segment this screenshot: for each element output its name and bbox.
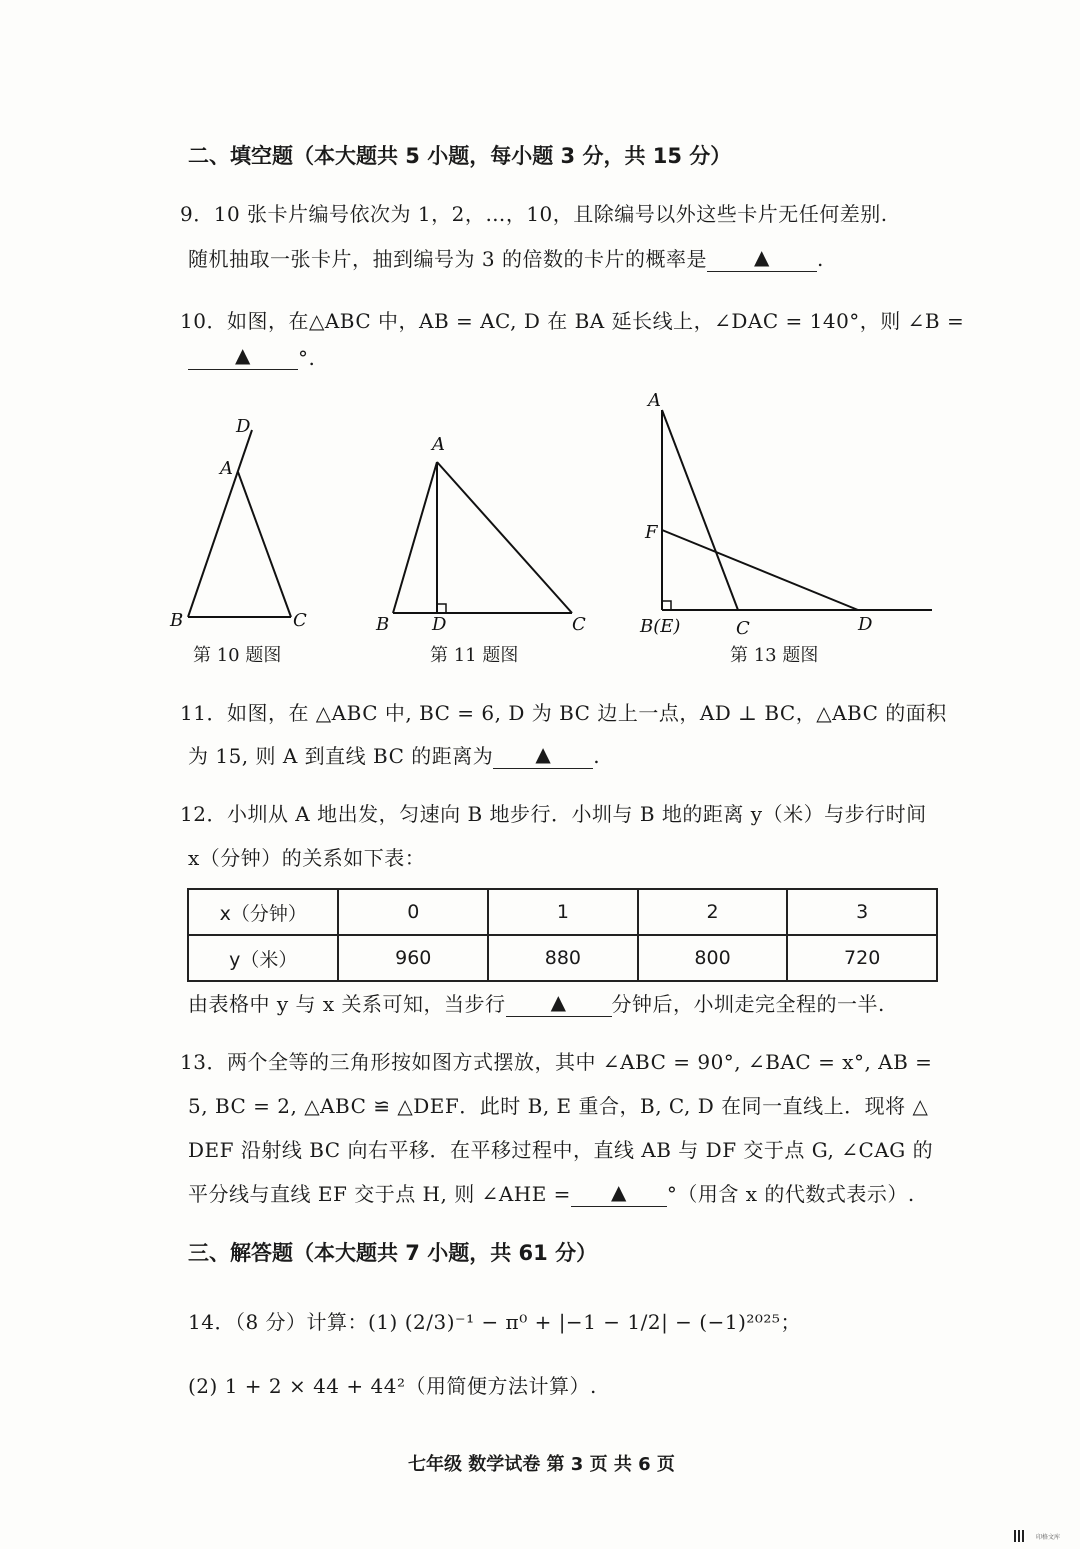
figure-10 [169,416,307,631]
answer-mark: ▲ [610,1180,627,1204]
answer-blank [506,992,612,1017]
question-9-line-1: 9．10 张卡片编号依次为 1，2，…，10，且除编号以外这些卡片无任何差别. [180,202,888,226]
punct: . [816,247,824,271]
fig13-segment-ac [662,410,738,610]
fig10-caption: 第 10 题图 [193,645,282,666]
answer-blank [571,1182,667,1207]
answer-blank [493,744,593,769]
fig13-right-angle-mark [662,601,671,610]
fig13-label-a: A [648,390,661,411]
table-cell: 880 [488,935,638,981]
fig11-label-b: B [376,614,390,635]
figures-row [0,380,1080,680]
fig11-segment-ac [437,462,572,613]
section-2-heading: 二、填空题（本大题共 5 小题，每小题 3 分，共 15 分） [188,144,732,168]
fig11-label-a: A [432,434,445,455]
table-cell: 1 [488,889,638,935]
question-14-line-2: (2) 1 + 2 × 44 + 44²（用简便方法计算）. [188,1374,597,1398]
question-13-line-2: 5, BC = 2, △ABC ≌ △DEF．此时 B, E 重合，B, C, D 在同一直线上．现将 △ [188,1094,929,1118]
question-12-text-a: 由表格中 y 与 x 关系可知，当步行 [188,992,506,1016]
question-13-line-4 [188,1178,915,1207]
answer-mark: ▲ [535,742,552,766]
fig10-label-a: A [220,458,233,479]
question-12-text-b: 分钟后，小圳走完全程的一半. [611,992,885,1016]
question-13-text-a: 平分线与直线 EF 交于点 H, 则 ∠AHE = [188,1182,571,1206]
fig10-segment-ac [238,472,291,617]
question-13-text-b: °（用含 x 的代数式表示）. [666,1182,915,1206]
table-cell: 800 [638,935,788,981]
question-9-text: 随机抽取一张卡片，抽到编号为 3 的倍数的卡片的概率是 [188,247,707,271]
figure-13 [639,390,932,639]
table-cell: 2 [638,889,788,935]
question-11-line-1: 11．如图，在 △ABC 中, BC = 6, D 为 BC 边上一点，AD ⊥ BC，△ABC 的面积 [180,701,947,725]
fig11-label-d: D [432,614,447,635]
table-cell: 960 [338,935,488,981]
section-3-heading: 三、解答题（本大题共 7 小题，共 61 分） [188,1241,598,1265]
answer-blank [188,345,298,370]
question-9-line-2 [188,243,824,272]
answer-mark: ▲ [550,990,567,1014]
question-11-line-2 [188,740,600,769]
fig11-caption: 第 11 题图 [430,645,519,666]
question-11-text: 为 15, 则 A 到直线 BC 的距离为 [188,744,494,768]
question-13-line-3: DEF 沿射线 BC 向右平移．在平移过程中，直线 AB 与 DF 交于点 G, ∠CAG 的 [188,1138,934,1162]
page-footer: 七年级 数学试卷 第 3 页 共 6 页 [408,1454,675,1475]
question-12-line-1: 12．小圳从 A 地出发，匀速向 B 地步行．小圳与 B 地的距离 y（米）与步行时间 [180,802,927,826]
table-cell: 0 [338,889,488,935]
brand-watermark: 印格文库 [1035,1534,1060,1541]
question-14-line-1: 14．（8 分）计算：(1) (2/3)⁻¹ − π⁰ + |−1 − 1/2| − (−1)²⁰²⁵； [188,1310,801,1334]
fig13-caption: 第 13 题图 [730,645,819,666]
fig13-label-d: D [858,614,873,635]
question-10-line-1: 10．如图，在△ABC 中，AB = AC, D 在 BA 延长线上，∠DAC = 140°，则 ∠B = [180,309,965,333]
question-12-line-2: x（分钟）的关系如下表： [188,846,426,870]
table-cell: x（分钟） [188,889,338,935]
table-cell: 720 [787,935,937,981]
fig13-segment-fd [662,530,858,610]
fig10-label-b: B [170,610,184,631]
fig10-label-d: D [236,416,251,437]
qr-code-icon [1014,1530,1026,1542]
fig10-label-c: C [293,610,307,631]
table-row [188,889,937,935]
question-10-line-2 [188,345,315,370]
fig11-label-c: C [572,614,586,635]
answer-mark: ▲ [235,343,251,367]
answer-blank [707,247,817,272]
table-cell: y（米） [188,935,338,981]
question-13-line-1: 13．两个全等的三角形按如图方式摆放，其中 ∠ABC = 90°, ∠BAC = x°, AB = [180,1050,933,1074]
fig13-label-c: C [736,618,750,639]
question-12-line-3 [188,988,885,1017]
fig11-segment-ab [393,462,437,613]
fig13-label-be: B(E) [640,616,681,637]
answer-mark: ▲ [754,245,770,269]
figure-11 [375,434,586,635]
fig13-label-f: F [645,522,658,543]
table-row [188,935,937,981]
punct: °. [298,346,316,370]
table-cell: 3 [787,889,937,935]
question-12-table [187,888,938,982]
punct: . [593,744,601,768]
fig11-right-angle-mark [437,604,446,613]
